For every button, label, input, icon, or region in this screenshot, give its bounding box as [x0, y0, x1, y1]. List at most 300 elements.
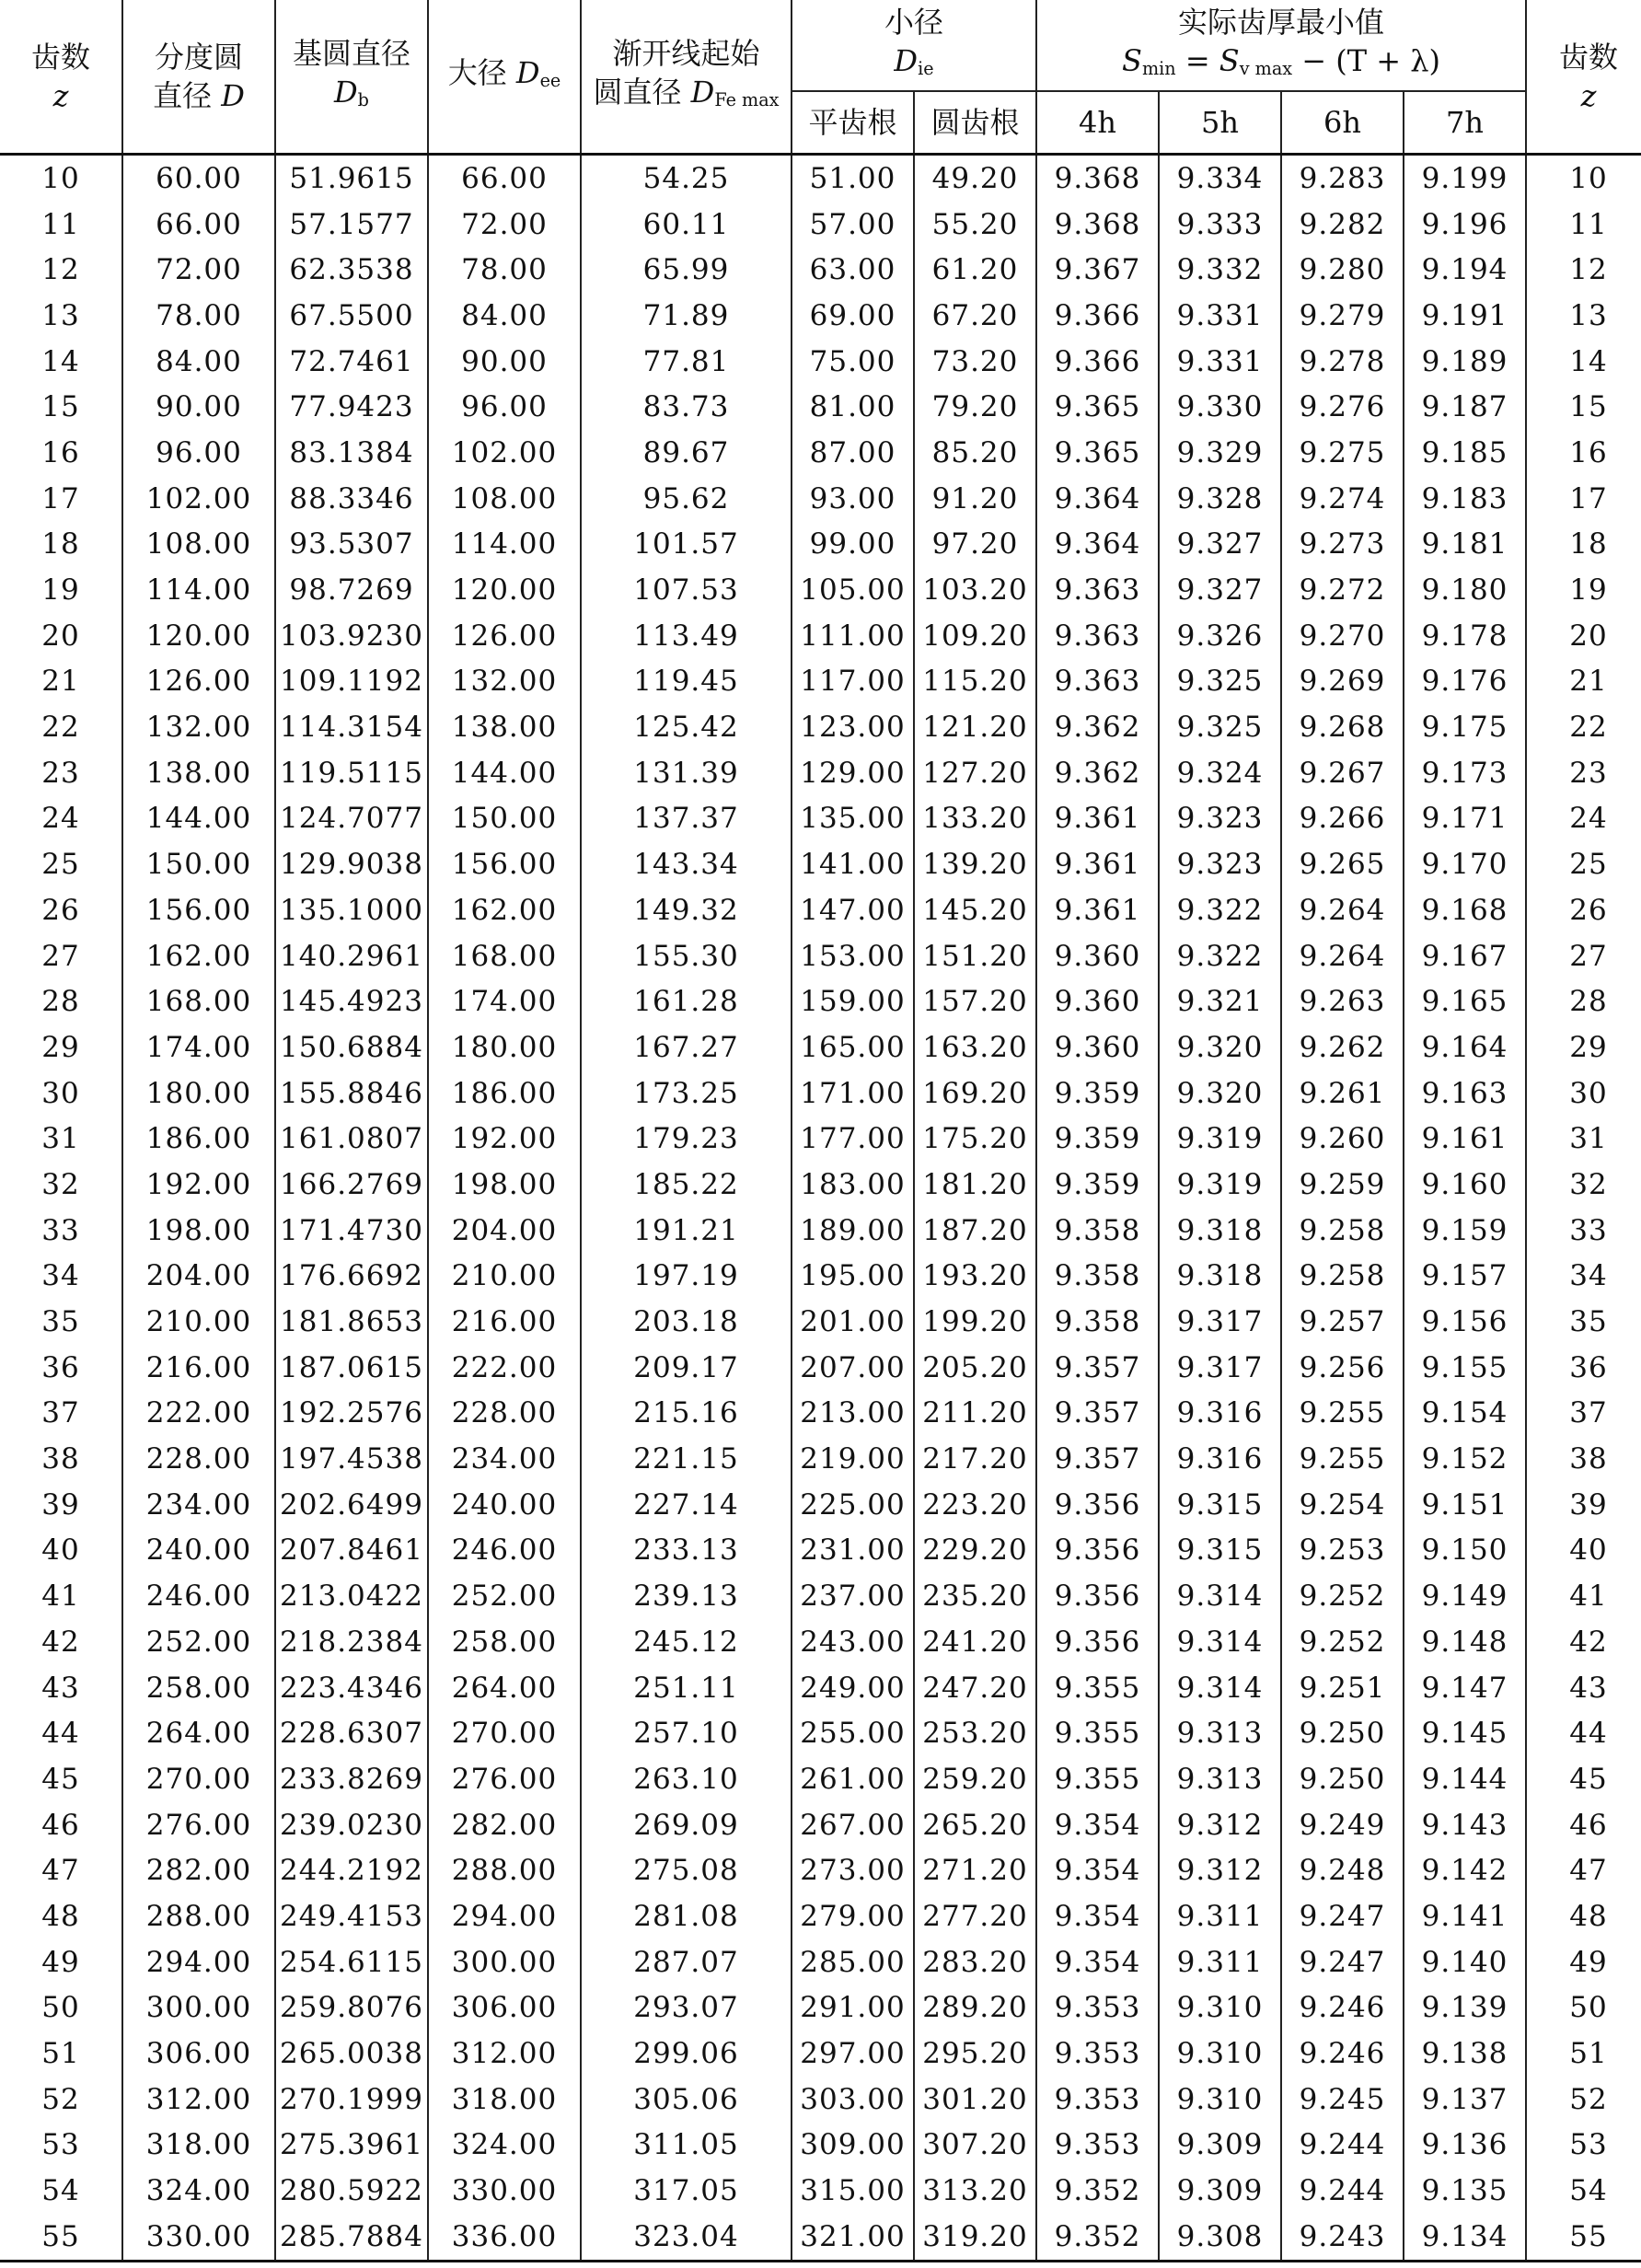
cell-major-diameter: 198.00: [428, 1162, 581, 1208]
cell-tooth-count: 12: [41, 253, 80, 287]
cell-base-diameter: 145.4923: [275, 978, 428, 1024]
cell-thickness-5h: 9.313: [1159, 1756, 1281, 1802]
cell-base-diameter: 155.8846: [275, 1070, 428, 1117]
cell-minor-fillet-root: 163.20: [914, 1024, 1036, 1070]
cell-tooth-count-right: 18: [1526, 522, 1641, 568]
cell-form-diameter: 209.17: [581, 1345, 792, 1391]
cell-thickness-4h: 9.355: [1036, 1665, 1159, 1711]
cell-form-diameter: 203.18: [581, 1299, 792, 1345]
cell-base-diameter: 72.7461: [275, 339, 428, 385]
cell-thickness-4h: 9.353: [1036, 2031, 1159, 2077]
header-grade-6h: 6h: [1281, 91, 1404, 155]
cell-thickness-6h: 9.267: [1281, 750, 1404, 796]
cell-thickness-7h: 9.189: [1404, 339, 1526, 385]
cell-tooth-count: 33: [41, 1213, 80, 1247]
cell-tooth-count: 35: [41, 1305, 80, 1339]
cell-tooth-count-right: 29: [1526, 1024, 1641, 1070]
cell-major-diameter: 252.00: [428, 1573, 581, 1619]
cell-thickness-4h: 9.357: [1036, 1391, 1159, 1437]
cell-thickness-4h: 9.361: [1036, 887, 1159, 933]
cell-thickness-4h: 9.355: [1036, 1710, 1159, 1756]
cell-minor-flat-root: 57.00: [792, 202, 914, 248]
cell-thickness-7h: 9.138: [1404, 2031, 1526, 2077]
cell-thickness-5h: 9.312: [1159, 1847, 1281, 1893]
cell-thickness-4h: 9.365: [1036, 384, 1159, 430]
cell-minor-flat-root: 171.00: [792, 1070, 914, 1117]
cell-base-diameter: 275.3961: [275, 2123, 428, 2169]
cell-thickness-4h: 9.352: [1036, 2214, 1159, 2261]
cell-thickness-7h: 9.148: [1404, 1619, 1526, 1665]
cell-thickness-7h: 9.167: [1404, 933, 1526, 979]
cell-tooth-count: 39: [41, 1487, 80, 1522]
header-label: 大径: [447, 54, 507, 90]
cell-tooth-count: 55: [0, 2214, 122, 2261]
table-row: [0, 841, 1641, 887]
cell-form-diameter: 227.14: [581, 1482, 792, 1528]
cell-thickness-4h: 9.358: [1036, 1208, 1159, 1254]
cell-thickness-6h: 9.244: [1281, 2168, 1404, 2214]
cell-base-diameter: 51.9615: [275, 155, 428, 202]
cell-pitch-diameter: 72.00: [122, 247, 275, 293]
cell-tooth-count: 36: [41, 1350, 80, 1384]
cell-thickness-4h: 9.363: [1036, 567, 1159, 613]
cell-pitch-diameter: 300.00: [122, 1985, 275, 2031]
table-row: [0, 522, 1641, 568]
cell-tooth-count: 53: [41, 2128, 80, 2162]
cell-thickness-6h: 9.255: [1281, 1436, 1404, 1482]
cell-thickness-6h: 9.275: [1281, 430, 1404, 476]
cell-thickness-4h: 9.360: [1036, 978, 1159, 1024]
header-label: 渐开线起始: [612, 35, 760, 71]
cell-minor-fillet-root: 91.20: [914, 476, 1036, 522]
cell-tooth-count-right: 25: [1526, 841, 1641, 887]
cell-pitch-diameter: 312.00: [122, 2077, 275, 2123]
cell-pitch-diameter: 180.00: [122, 1070, 275, 1117]
cell-form-diameter: 299.06: [581, 2031, 792, 2077]
cell-tooth-count: 38: [41, 1442, 80, 1476]
cell-base-diameter: 280.5922: [275, 2168, 428, 2214]
cell-tooth-count-right: 35: [1526, 1299, 1641, 1345]
table-row: [0, 1847, 1641, 1893]
cell-thickness-7h: 9.145: [1404, 1710, 1526, 1756]
cell-minor-flat-root: 273.00: [792, 1847, 914, 1893]
cell-pitch-diameter: 282.00: [122, 1847, 275, 1893]
cell-tooth-count-right: 33: [1526, 1208, 1641, 1254]
cell-thickness-5h: 9.319: [1159, 1162, 1281, 1208]
cell-thickness-6h: 9.264: [1281, 887, 1404, 933]
cell-thickness-7h: 9.135: [1404, 2168, 1526, 2214]
cell-pitch-diameter: 198.00: [122, 1208, 275, 1254]
cell-major-diameter: 84.00: [428, 293, 581, 339]
cell-form-diameter: 173.25: [581, 1070, 792, 1117]
cell-thickness-6h: 9.259: [1281, 1162, 1404, 1208]
cell-thickness-7h: 9.160: [1404, 1162, 1526, 1208]
cell-minor-fillet-root: 79.20: [914, 384, 1036, 430]
cell-thickness-6h: 9.268: [1281, 704, 1404, 750]
cell-tooth-count-right: 51: [1526, 2031, 1641, 2077]
cell-thickness-6h: 9.243: [1281, 2214, 1404, 2261]
cell-major-diameter: 216.00: [428, 1299, 581, 1345]
header-tooth-count: [0, 0, 122, 155]
cell-thickness-7h: 9.140: [1404, 1939, 1526, 1985]
cell-thickness-5h: 9.317: [1159, 1345, 1281, 1391]
cell-form-diameter: 131.39: [581, 750, 792, 796]
cell-pitch-diameter: 216.00: [122, 1345, 275, 1391]
table-row: [0, 1070, 1641, 1117]
cell-base-diameter: 213.0422: [275, 1573, 428, 1619]
cell-base-diameter: 202.6499: [275, 1482, 428, 1528]
table-row: [0, 430, 1641, 476]
cell-form-diameter: 245.12: [581, 1619, 792, 1665]
header-label: 圆直径: [593, 74, 682, 110]
cell-thickness-7h: 9.137: [1404, 2077, 1526, 2123]
cell-tooth-count: 44: [41, 1717, 80, 1751]
cell-thickness-5h: 9.316: [1159, 1436, 1281, 1482]
cell-thickness-7h: 9.191: [1404, 293, 1526, 339]
cell-thickness-7h: 9.164: [1404, 1024, 1526, 1070]
cell-tooth-count: 17: [41, 481, 80, 515]
cell-thickness-4h: 9.362: [1036, 750, 1159, 796]
cell-tooth-count-right: 27: [1526, 933, 1641, 979]
cell-minor-fillet-root: 97.20: [914, 522, 1036, 568]
cell-form-diameter: 257.10: [581, 1710, 792, 1756]
cell-pitch-diameter: 228.00: [122, 1436, 275, 1482]
header-formula: $S_{min} = S_{v max} - (T + \lambda)$: [1122, 42, 1441, 79]
cell-pitch-diameter: 126.00: [122, 659, 275, 705]
header-form-diameter: [581, 0, 792, 155]
cell-thickness-5h: 9.310: [1159, 1985, 1281, 2031]
cell-pitch-diameter: 150.00: [122, 841, 275, 887]
table-row: [0, 978, 1641, 1024]
cell-minor-flat-root: 105.00: [792, 567, 914, 613]
cell-thickness-5h: 9.334: [1159, 155, 1281, 202]
cell-minor-flat-root: 225.00: [792, 1482, 914, 1528]
cell-thickness-5h: 9.310: [1159, 2077, 1281, 2123]
cell-thickness-6h: 9.260: [1281, 1116, 1404, 1162]
cell-form-diameter: 197.19: [581, 1254, 792, 1300]
cell-thickness-4h: 9.366: [1036, 293, 1159, 339]
cell-thickness-5h: 9.329: [1159, 430, 1281, 476]
cell-major-diameter: 138.00: [428, 704, 581, 750]
cell-minor-flat-root: 321.00: [792, 2214, 914, 2261]
cell-minor-fillet-root: 217.20: [914, 1436, 1036, 1482]
cell-base-diameter: 176.6692: [275, 1254, 428, 1300]
cell-minor-fillet-root: 211.20: [914, 1391, 1036, 1437]
cell-thickness-7h: 9.175: [1404, 704, 1526, 750]
header-symbol: D: [894, 42, 919, 78]
cell-pitch-diameter: 96.00: [122, 430, 275, 476]
table-row: [0, 2031, 1641, 2077]
cell-thickness-6h: 9.264: [1281, 933, 1404, 979]
cell-pitch-diameter: 114.00: [122, 567, 275, 613]
cell-form-diameter: 125.42: [581, 704, 792, 750]
table-row: [0, 1802, 1641, 1848]
cell-minor-fillet-root: 307.20: [914, 2123, 1036, 2169]
cell-thickness-7h: 9.143: [1404, 1802, 1526, 1848]
cell-tooth-count-right: 26: [1526, 887, 1641, 933]
cell-tooth-count: 27: [41, 939, 80, 973]
cell-tooth-count: 15: [41, 390, 80, 424]
cell-tooth-count-right: 40: [1526, 1528, 1641, 1574]
cell-minor-fillet-root: 247.20: [914, 1665, 1036, 1711]
cell-pitch-diameter: 288.00: [122, 1893, 275, 1939]
cell-thickness-5h: 9.325: [1159, 659, 1281, 705]
cell-form-diameter: 305.06: [581, 2077, 792, 2123]
header-grade-7h: 7h: [1404, 91, 1526, 155]
cell-base-diameter: 150.6884: [275, 1024, 428, 1070]
cell-thickness-4h: 9.358: [1036, 1299, 1159, 1345]
cell-tooth-count: 34: [41, 1259, 80, 1293]
table-header: [0, 0, 1641, 155]
cell-thickness-4h: 9.353: [1036, 1985, 1159, 2031]
cell-thickness-5h: 9.326: [1159, 613, 1281, 659]
cell-thickness-6h: 9.273: [1281, 522, 1404, 568]
cell-pitch-diameter: 318.00: [122, 2123, 275, 2169]
cell-thickness-6h: 9.247: [1281, 1939, 1404, 1985]
cell-major-diameter: 246.00: [428, 1528, 581, 1574]
cell-minor-fillet-root: 169.20: [914, 1070, 1036, 1117]
cell-thickness-5h: 9.314: [1159, 1573, 1281, 1619]
cell-form-diameter: 179.23: [581, 1116, 792, 1162]
header-major-diameter: [428, 0, 581, 155]
cell-thickness-7h: 9.141: [1404, 1893, 1526, 1939]
cell-major-diameter: 96.00: [428, 384, 581, 430]
cell-tooth-count: 40: [41, 1533, 80, 1568]
cell-form-diameter: 239.13: [581, 1573, 792, 1619]
header-symbol: z: [1580, 78, 1597, 113]
cell-form-diameter: 101.57: [581, 522, 792, 568]
cell-pitch-diameter: 162.00: [122, 933, 275, 979]
cell-base-diameter: 249.4153: [275, 1893, 428, 1939]
cell-minor-fillet-root: 181.20: [914, 1162, 1036, 1208]
cell-thickness-6h: 9.274: [1281, 476, 1404, 522]
cell-major-diameter: 306.00: [428, 1985, 581, 2031]
cell-major-diameter: 240.00: [428, 1482, 581, 1528]
cell-thickness-6h: 9.283: [1281, 155, 1404, 202]
cell-form-diameter: 287.07: [581, 1939, 792, 1985]
cell-minor-flat-root: 177.00: [792, 1116, 914, 1162]
cell-major-diameter: 288.00: [428, 1847, 581, 1893]
cell-major-diameter: 318.00: [428, 2077, 581, 2123]
header-subscript: ee: [539, 69, 561, 91]
cell-minor-flat-root: 309.00: [792, 2123, 914, 2169]
cell-pitch-diameter: 270.00: [122, 1756, 275, 1802]
cell-form-diameter: 119.45: [581, 659, 792, 705]
cell-pitch-diameter: 156.00: [122, 887, 275, 933]
cell-base-diameter: 62.3538: [275, 247, 428, 293]
cell-tooth-count-right: 28: [1526, 978, 1641, 1024]
cell-thickness-7h: 9.159: [1404, 1208, 1526, 1254]
cell-form-diameter: 269.09: [581, 1802, 792, 1848]
cell-thickness-5h: 9.321: [1159, 978, 1281, 1024]
cell-minor-fillet-root: 121.20: [914, 704, 1036, 750]
cell-major-diameter: 234.00: [428, 1436, 581, 1482]
cell-thickness-5h: 9.309: [1159, 2168, 1281, 2214]
cell-thickness-7h: 9.183: [1404, 476, 1526, 522]
cell-thickness-7h: 9.161: [1404, 1116, 1526, 1162]
cell-thickness-7h: 9.150: [1404, 1528, 1526, 1574]
cell-thickness-5h: 9.312: [1159, 1802, 1281, 1848]
cell-minor-flat-root: 267.00: [792, 1802, 914, 1848]
cell-tooth-count: 42: [41, 1625, 80, 1659]
cell-tooth-count-right: 53: [1526, 2123, 1641, 2169]
cell-minor-fillet-root: 67.20: [914, 293, 1036, 339]
cell-base-diameter: 98.7269: [275, 567, 428, 613]
table-row: [0, 2214, 1641, 2261]
cell-minor-flat-root: 315.00: [792, 2168, 914, 2214]
cell-tooth-count-right: 22: [1526, 704, 1641, 750]
cell-pitch-diameter: 108.00: [122, 522, 275, 568]
cell-pitch-diameter: 60.00: [122, 155, 275, 202]
cell-tooth-count-right: 49: [1526, 1939, 1641, 1985]
cell-minor-fillet-root: 85.20: [914, 430, 1036, 476]
cell-thickness-5h: 9.308: [1159, 2214, 1281, 2261]
cell-tooth-count-right: 52: [1526, 2077, 1641, 2123]
cell-major-diameter: 174.00: [428, 978, 581, 1024]
cell-pitch-diameter: 120.00: [122, 613, 275, 659]
cell-thickness-4h: 9.366: [1036, 339, 1159, 385]
cell-form-diameter: 293.07: [581, 1985, 792, 2031]
cell-thickness-5h: 9.324: [1159, 750, 1281, 796]
cell-pitch-diameter: 144.00: [122, 796, 275, 842]
cell-form-diameter: 107.53: [581, 567, 792, 613]
cell-major-diameter: 204.00: [428, 1208, 581, 1254]
cell-thickness-7h: 9.147: [1404, 1665, 1526, 1711]
cell-tooth-count-right: 36: [1526, 1345, 1641, 1391]
cell-major-diameter: 66.00: [428, 155, 581, 202]
table-row: [0, 567, 1641, 613]
cell-pitch-diameter: 294.00: [122, 1939, 275, 1985]
cell-thickness-6h: 9.245: [1281, 2077, 1404, 2123]
cell-thickness-4h: 9.361: [1036, 796, 1159, 842]
cell-minor-flat-root: 63.00: [792, 247, 914, 293]
cell-minor-flat-root: 129.00: [792, 750, 914, 796]
cell-thickness-4h: 9.360: [1036, 933, 1159, 979]
cell-tooth-count-right: 19: [1526, 567, 1641, 613]
cell-tooth-count-right: 32: [1526, 1162, 1641, 1208]
cell-thickness-5h: 9.323: [1159, 841, 1281, 887]
cell-thickness-4h: 9.357: [1036, 1345, 1159, 1391]
cell-tooth-count-right: 30: [1526, 1070, 1641, 1117]
cell-minor-flat-root: 183.00: [792, 1162, 914, 1208]
header-label: 基圆直径: [292, 35, 410, 71]
cell-minor-flat-root: 285.00: [792, 1939, 914, 1985]
cell-base-diameter: 207.8461: [275, 1528, 428, 1574]
cell-thickness-4h: 9.356: [1036, 1573, 1159, 1619]
cell-pitch-diameter: 138.00: [122, 750, 275, 796]
cell-form-diameter: 143.34: [581, 841, 792, 887]
cell-thickness-5h: 9.311: [1159, 1893, 1281, 1939]
cell-tooth-count: 29: [41, 1030, 80, 1064]
cell-major-diameter: 72.00: [428, 202, 581, 248]
cell-thickness-5h: 9.322: [1159, 933, 1281, 979]
cell-form-diameter: 83.73: [581, 384, 792, 430]
cell-thickness-6h: 9.252: [1281, 1573, 1404, 1619]
cell-minor-fillet-root: 103.20: [914, 567, 1036, 613]
cell-pitch-diameter: 306.00: [122, 2031, 275, 2077]
cell-thickness-5h: 9.319: [1159, 1116, 1281, 1162]
cell-tooth-count: 54: [41, 2174, 80, 2208]
cell-thickness-7h: 9.196: [1404, 202, 1526, 248]
cell-base-diameter: 239.0230: [275, 1802, 428, 1848]
cell-minor-flat-root: 135.00: [792, 796, 914, 842]
cell-tooth-count-right: 20: [1526, 613, 1641, 659]
cell-minor-flat-root: 207.00: [792, 1345, 914, 1391]
cell-pitch-diameter: 78.00: [122, 293, 275, 339]
cell-thickness-6h: 9.244: [1281, 2123, 1404, 2169]
cell-thickness-7h: 9.165: [1404, 978, 1526, 1024]
cell-form-diameter: 251.11: [581, 1665, 792, 1711]
cell-pitch-diameter: 246.00: [122, 1573, 275, 1619]
cell-thickness-7h: 9.163: [1404, 1070, 1526, 1117]
header-label: 直径: [153, 78, 213, 113]
cell-form-diameter: 263.10: [581, 1756, 792, 1802]
cell-minor-fillet-root: 157.20: [914, 978, 1036, 1024]
cell-tooth-count: 52: [41, 2082, 80, 2116]
table-row: [0, 1345, 1641, 1391]
cell-thickness-7h: 9.136: [1404, 2123, 1526, 2169]
cell-thickness-6h: 9.266: [1281, 796, 1404, 842]
table-row: [0, 1619, 1641, 1665]
cell-pitch-diameter: 174.00: [122, 1024, 275, 1070]
cell-base-diameter: 171.4730: [275, 1208, 428, 1254]
cell-base-diameter: 124.7077: [275, 796, 428, 842]
cell-form-diameter: 60.11: [581, 202, 792, 248]
cell-tooth-count: 45: [41, 1762, 80, 1796]
cell-minor-fillet-root: 259.20: [914, 1756, 1036, 1802]
cell-base-diameter: 228.6307: [275, 1710, 428, 1756]
header-symbol: D: [221, 78, 245, 113]
cell-tooth-count: 22: [41, 711, 80, 745]
cell-base-diameter: 192.2576: [275, 1391, 428, 1437]
cell-minor-fillet-root: 109.20: [914, 613, 1036, 659]
cell-thickness-7h: 9.154: [1404, 1391, 1526, 1437]
cell-thickness-5h: 9.330: [1159, 384, 1281, 430]
cell-minor-fillet-root: 289.20: [914, 1985, 1036, 2031]
cell-minor-flat-root: 231.00: [792, 1528, 914, 1574]
cell-minor-flat-root: 69.00: [792, 293, 914, 339]
cell-thickness-6h: 9.251: [1281, 1665, 1404, 1711]
table-row: [0, 1116, 1641, 1162]
cell-thickness-5h: 9.318: [1159, 1208, 1281, 1254]
cell-thickness-4h: 9.359: [1036, 1116, 1159, 1162]
cell-minor-fillet-root: 193.20: [914, 1254, 1036, 1300]
cell-tooth-count-right: 54: [1526, 2168, 1641, 2214]
cell-thickness-7h: 9.194: [1404, 247, 1526, 293]
table-row: [0, 1985, 1641, 2031]
table-row: [0, 796, 1641, 842]
cell-major-diameter: 258.00: [428, 1619, 581, 1665]
table-row: [0, 1528, 1641, 1574]
header-label: 齿数: [30, 40, 90, 75]
cell-form-diameter: 95.62: [581, 476, 792, 522]
cell-minor-fillet-root: 301.20: [914, 2077, 1036, 2123]
cell-thickness-4h: 9.361: [1036, 841, 1159, 887]
table-row: [0, 1710, 1641, 1756]
cell-tooth-count-right: 12: [1526, 247, 1641, 293]
cell-thickness-7h: 9.156: [1404, 1299, 1526, 1345]
cell-tooth-count: 49: [41, 1945, 80, 1979]
cell-thickness-5h: 9.315: [1159, 1528, 1281, 1574]
cell-thickness-4h: 9.365: [1036, 430, 1159, 476]
cell-tooth-count: 46: [41, 1808, 80, 1842]
header-minor-diameter: [792, 0, 1036, 91]
cell-thickness-4h: 9.368: [1036, 202, 1159, 248]
cell-thickness-5h: 9.316: [1159, 1391, 1281, 1437]
cell-thickness-5h: 9.314: [1159, 1619, 1281, 1665]
cell-thickness-6h: 9.250: [1281, 1710, 1404, 1756]
cell-tooth-count-right: 50: [1526, 1985, 1641, 2031]
